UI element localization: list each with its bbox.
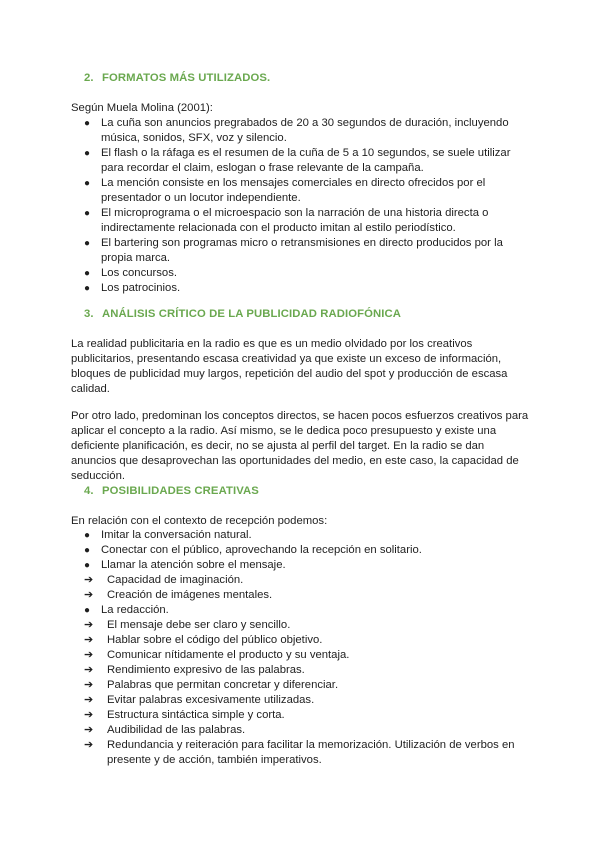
bullet-icon: ● [84,283,91,294]
sub-list-item: ➔ Creación de imágenes mentales. [84,589,273,601]
section-title: FORMATOS MÁS UTILIZADOS. [102,72,271,84]
list-item: ● La mención consiste en los mensajes comerciales en directo ofrecidos por el presentador o un locutor independiente. [84,177,486,204]
arrow-icon: ➔ [84,724,94,736]
sub-list-item: ➔ Capacidad de imaginación. [84,574,244,586]
bullet-icon: ● [84,178,91,189]
arrow-icon: ➔ [84,679,94,691]
arrow-icon: ➔ [84,619,94,631]
section-heading-analisis [84,307,401,322]
arrow-icon: ➔ [84,589,94,601]
arrow-icon: ➔ [84,664,94,676]
bullet-icon: ● [84,560,91,571]
section-title: POSIBILIDADES CREATIVAS [102,485,259,497]
bullet-icon: ● [84,148,91,159]
list-item: ● La cuña son anuncios pregrabados de 20 a 30 segundos de duración, incluyendo música, sonidos, SFX, voz y silencio. [84,117,509,144]
sub-list-item: ➔ Audibilidad de las palabras. [84,724,246,736]
sub-list-item: ➔ El mensaje debe ser claro y sencillo. [84,619,291,631]
bullet-icon: ● [84,118,91,129]
section-title: ANÁLISIS CRÍTICO DE LA PUBLICIDAD RADIOFÓNICA [102,308,402,320]
section2-intro [71,101,531,116]
sub-list [84,573,524,603]
list-item: ● Los patrocinios. [84,282,181,294]
bullet-icon: ● [84,545,91,556]
list-item: ● Imitar la conversación natural. [84,529,252,541]
arrow-icon: ➔ [84,739,94,751]
formats-list [84,116,524,296]
section-number: 2. [84,72,94,84]
arrow-icon: ➔ [84,709,94,721]
arrow-icon: ➔ [84,694,94,706]
intro-text: Según Muela Molina (2001): [71,102,213,114]
sub-list-item: ➔ Comunicar nítidamente el producto y su ventaja. [84,649,350,661]
list-item: ● Conectar con el público, aprovechando la recepción en solitario. [84,544,422,556]
arrow-icon: ➔ [84,574,94,586]
sub-list-item: ➔ Hablar sobre el código del público objetivo. [84,634,323,646]
section3-paragraph-2: Por otro lado, predominan los conceptos directos, se hacen pocos esfuerzos creativos para aplicar el concepto a la radio. Así mismo, se le dedica poco presupuesto y existe una deficiente planificación, es decir, no se ajusta al perfil del target. En la radio se dan anuncios que desaprovechan las oportunidades del medio, en este caso, la capacidad de seducción. [71,410,529,482]
list-item: ● El flash o la ráfaga es el resumen de la cuña de 5 a 10 segundos, se suele utilizar para recordar el claim, eslogan o frase relevante de la campaña. [84,147,511,174]
section-number: 4. [84,485,94,497]
sub-list-item: ➔ Palabras que permitan concretar y diferenciar. [84,679,339,691]
arrow-icon: ➔ [84,649,94,661]
list-item: ● Los concursos. [84,267,177,279]
list-item: ● El bartering son programas micro o retransmisiones en directo producidos por la propia marca. [84,237,503,264]
section4-intro: En relación con el contexto de recepción podemos: [71,515,328,527]
creative-list [84,528,524,768]
bullet-icon: ● [84,268,91,279]
bullet-icon: ● [84,605,91,616]
list-item: ● Llamar la atención sobre el mensaje. ➔ Capacidad de imaginación. ➔ Creación de imágenes mentales. [84,558,524,603]
bullet-icon: ● [84,530,91,541]
sub-list [84,618,524,768]
sub-list-item: ➔ Estructura sintáctica simple y corta. [84,709,285,721]
list-item: ● La redacción. ➔ El mensaje debe ser claro y sencillo. ➔ Hablar sobre el código del público objetivo. ➔ Comunicar nítidamente el producto y su ventaja. ➔ Rendimiento expresivo de las palabras. ➔ Palabras que permitan concretar y diferenciar. ➔ Evitar palabras excesivamente utilizadas. ➔ Estructura sintáctica simple y corta. ➔ Audibilidad de las palabras. ➔ Redundancia y reiteración para facilitar la memorización. Utilización de verbos en presente y de acción, también imperativos. [84,603,524,768]
section-heading-formatos [84,71,270,86]
section3-paragraph-1: La realidad publicitaria en la radio es que es un medio olvidado por los creativos publicitarios, presentando escasa creatividad ya que existe un exceso de información, bloques de publicidad muy largos, repetición del audio del spot y producción de escasa calidad. [71,338,508,395]
bullet-icon: ● [84,238,91,249]
arrow-icon: ➔ [84,634,94,646]
list-item: ● El microprograma o el microespacio son la narración de una historia directa o indirectamente relacionada con el producto imitan al estilo periodístico. [84,207,489,234]
section-number: 3. [84,308,94,320]
section-heading-posibilidades [84,484,259,499]
sub-list-item: ➔ Rendimiento expresivo de las palabras. [84,664,305,676]
sub-list-item: ➔ Evitar palabras excesivamente utilizadas. [84,694,315,706]
bullet-icon: ● [84,208,91,219]
sub-list-item: ➔ Redundancia y reiteración para facilitar la memorización. Utilización de verbos en presente y de acción, también imperativos. [84,739,515,766]
